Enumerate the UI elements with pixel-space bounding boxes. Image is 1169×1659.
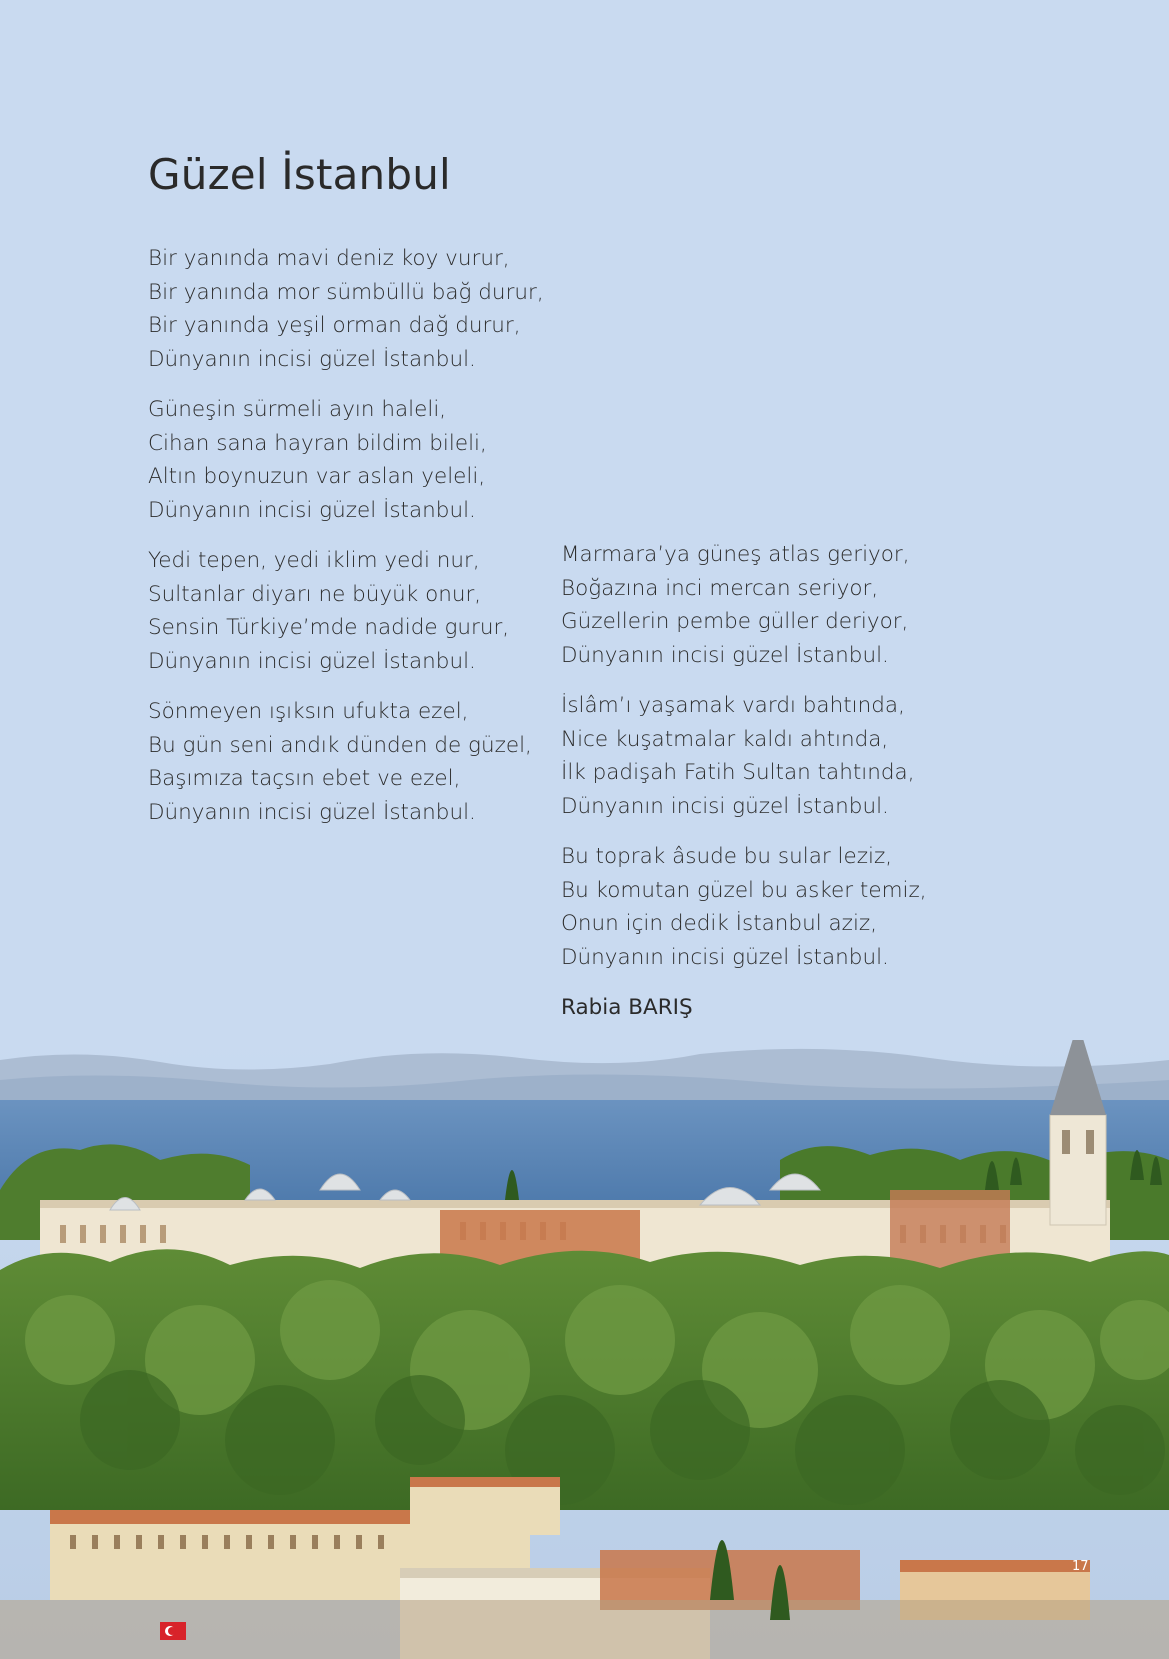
istanbul-panorama-photo <box>0 1040 1169 1659</box>
verse-line: Dünyanın incisi güzel İstanbul. <box>148 648 476 674</box>
verse-line: Boğazına inci mercan seriyor, <box>561 575 879 601</box>
stanza <box>561 538 1001 672</box>
poem-title: Güzel İstanbul <box>148 150 451 199</box>
verse-line: İlk padişah Fatih Sultan tahtında, <box>561 760 915 785</box>
verse-line: Dünyanın incisi güzel İstanbul. <box>561 793 889 819</box>
left-column <box>148 242 588 846</box>
turkish-flag <box>160 1622 186 1640</box>
verse-line: İslâm’ı yaşamak vardı bahtında, <box>561 693 905 718</box>
verse-line: Dünyanın incisi güzel İstanbul. <box>148 346 476 372</box>
verse-line: Altın boynuzun var aslan yeleli, <box>148 464 486 489</box>
verse-line: Sönmeyen ışıksın ufukta ezel, <box>148 699 469 724</box>
verse-line: Marmara’ya güneş atlas geriyor, <box>561 542 910 567</box>
verse-line: Dünyanın incisi güzel İstanbul. <box>148 799 476 825</box>
verse-line: Bir yanında yeşil orman dağ durur, <box>148 313 521 338</box>
stanza <box>148 695 588 829</box>
stanza <box>561 689 1001 823</box>
verse-line: Başımıza taçsın ebet ve ezel, <box>148 766 461 791</box>
stanza <box>148 242 588 376</box>
verse-line: Bu gün seni andık dünden de güzel, <box>148 732 532 758</box>
verse-line: Bir yanında mavi deniz koy vurur, <box>148 246 510 271</box>
verse-line: Bir yanında mor sümbüllü bağ durur, <box>148 279 544 305</box>
verse-line: Güneşin sürmeli ayın haleli, <box>148 397 447 422</box>
poem-author: Rabia BARIŞ <box>561 995 693 1020</box>
stanza <box>148 393 588 527</box>
verse-line: Yedi tepen, yedi iklim yedi nur, <box>148 548 480 573</box>
verse-line: Dünyanın incisi güzel İstanbul. <box>148 497 476 523</box>
verse-line: Onun için dedik İstanbul aziz, <box>561 911 878 936</box>
page-number: 17 <box>1072 1559 1089 1574</box>
stanza <box>561 840 1001 974</box>
verse-line: Bu toprak âsude bu sular leziz, <box>561 844 893 869</box>
verse-line: Dünyanın incisi güzel İstanbul. <box>561 944 889 970</box>
verse-line: Dünyanın incisi güzel İstanbul. <box>561 642 889 668</box>
verse-line: Bu komutan güzel bu asker temiz, <box>561 877 927 903</box>
verse-line: Sensin Türkiye’mde nadide gurur, <box>148 615 510 640</box>
verse-line: Cihan sana hayran bildim bileli, <box>148 430 487 456</box>
verse-line: Nice kuşatmalar kaldı ahtında, <box>561 726 889 752</box>
stanza <box>148 544 588 678</box>
verse-line: Sultanlar diyarı ne büyük onur, <box>148 581 482 607</box>
verse-line: Güzellerin pembe güller deriyor, <box>561 609 909 634</box>
right-column <box>561 538 1001 1025</box>
